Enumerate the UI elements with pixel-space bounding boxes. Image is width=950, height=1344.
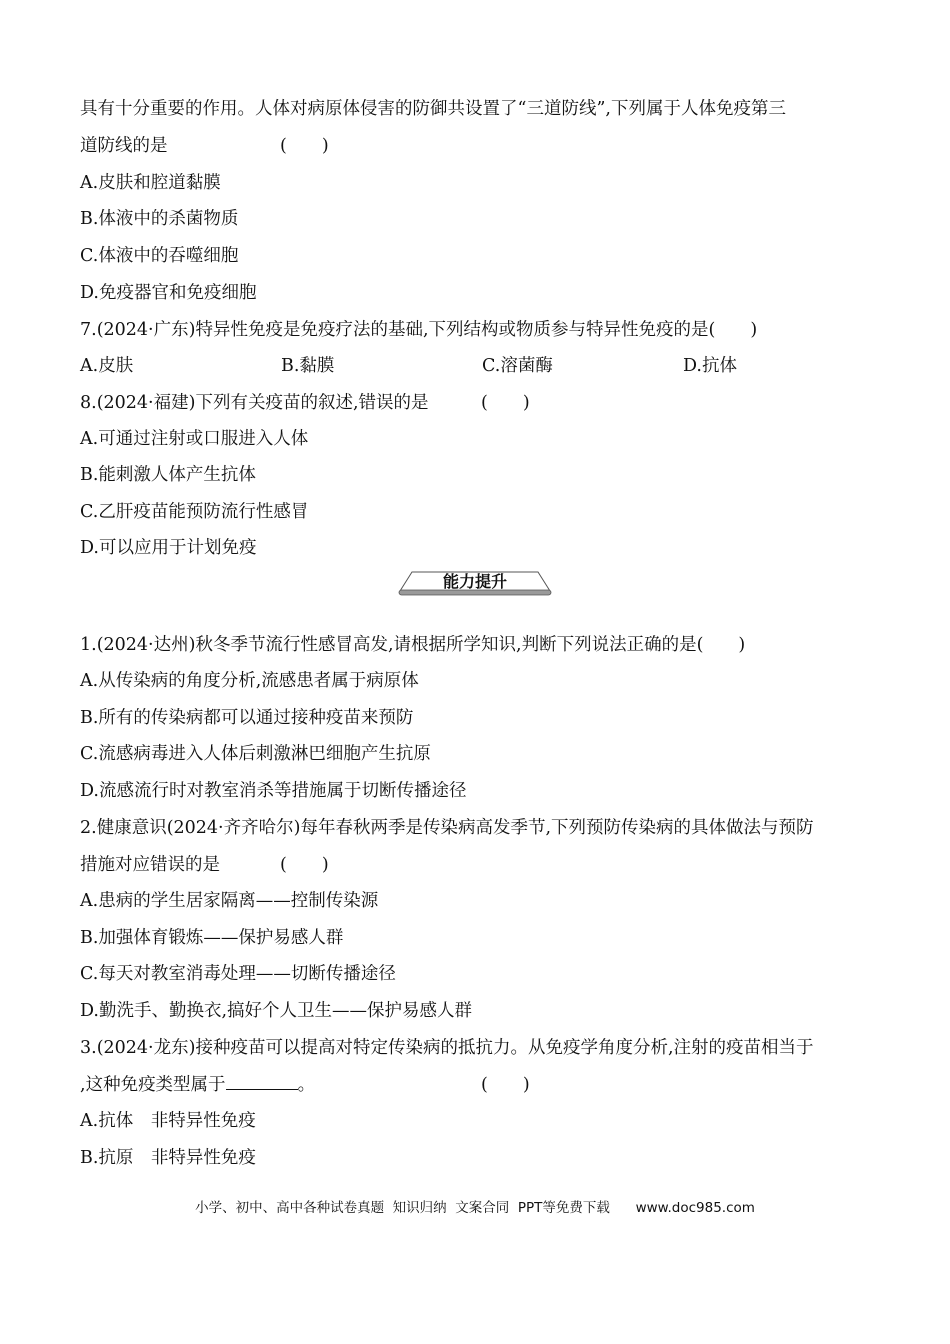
option-d: D.勤洗手、勤换衣,搞好个人卫生——保护易感人群	[80, 1001, 473, 1021]
option-a: A.可通过注射或口服进入人体	[80, 429, 309, 449]
option-a: A.患病的学生居家隔离——控制传染源	[80, 891, 379, 911]
question-7-stem: 7.(2024·广东)特异性免疫是免疫疗法的基础,下列结构或物质参与特异性免疫的是( )	[80, 320, 758, 340]
option-c: C.体液中的吞噬细胞	[80, 246, 239, 266]
section-title: 能力提升	[442, 572, 507, 591]
option-b: B.所有的传染病都可以通过接种疫苗来预防	[80, 708, 414, 728]
answer-paren: ( )	[280, 855, 329, 875]
answer-paren: ( )	[280, 136, 329, 156]
option-a: A.皮肤	[80, 356, 134, 376]
option-c: C.每天对教室消毒处理——切断传播途径	[80, 964, 396, 984]
section-banner	[398, 570, 552, 596]
option-b: B.能刺激人体产生抗体	[80, 465, 256, 485]
stem-text: ,这种免疫类型属于	[80, 1075, 226, 1095]
option-b: B.黏膜	[281, 356, 335, 376]
footer-text: 小学、初中、高中各种试卷真题 知识归纳 文案合同 PPT等免费下载 www.doc985.com	[195, 1200, 755, 1216]
option-b: B.体液中的杀菌物质	[80, 209, 239, 229]
stem-end: 。	[297, 1075, 316, 1095]
question-8-stem: 8.(2024·福建)下列有关疫苗的叙述,错误的是	[80, 393, 429, 413]
option-c: C.流感病毒进入人体后刺激淋巴细胞产生抗原	[80, 744, 431, 764]
option-d: D.流感流行时对教室消杀等措施属于切断传播途径	[80, 781, 467, 801]
option-a: A.从传染病的角度分析,流感患者属于病原体	[80, 671, 419, 691]
option-d: D.免疫器官和免疫细胞	[80, 283, 257, 303]
option-d: D.抗体	[683, 356, 737, 376]
question-6-stem-line-1: 具有十分重要的作用。人体对病原体侵害的防御共设置了“三道防线”,下列属于人体免疫第三	[80, 99, 786, 119]
option-b: B.抗原 非特异性免疫	[80, 1148, 256, 1168]
ability-question-3-stem-line-1: 3.(2024·龙东)接种疫苗可以提高对特定传染病的抵抗力。从免疫学角度分析,注射的疫苗相当于	[80, 1038, 814, 1058]
option-a: A.皮肤和腔道黏膜	[80, 173, 221, 193]
answer-paren: ( )	[481, 1075, 530, 1095]
question-6-stem-line-2: 道防线的是	[80, 136, 168, 156]
option-c: C.溶菌酶	[482, 356, 553, 376]
option-a: A.抗体 非特异性免疫	[80, 1111, 256, 1131]
ability-question-2-stem-line-1: 2.健康意识(2024·齐齐哈尔)每年春秋两季是传染病高发季节,下列预防传染病的具体做法与预防	[80, 818, 814, 838]
option-c: C.乙肝疫苗能预防流行性感冒	[80, 502, 309, 522]
ability-question-1-stem: 1.(2024·达州)秋冬季节流行性感冒高发,请根据所学知识,判断下列说法正确的是( )	[80, 635, 746, 655]
fill-in-blank	[226, 1073, 298, 1090]
answer-paren: ( )	[481, 393, 530, 413]
option-d: D.可以应用于计划免疫	[80, 538, 257, 558]
option-b: B.加强体育锻炼——保护易感人群	[80, 928, 344, 948]
ability-question-2-stem-line-2: 措施对应错误的是	[80, 855, 220, 875]
ability-question-3-stem-line-2	[80, 1073, 315, 1097]
